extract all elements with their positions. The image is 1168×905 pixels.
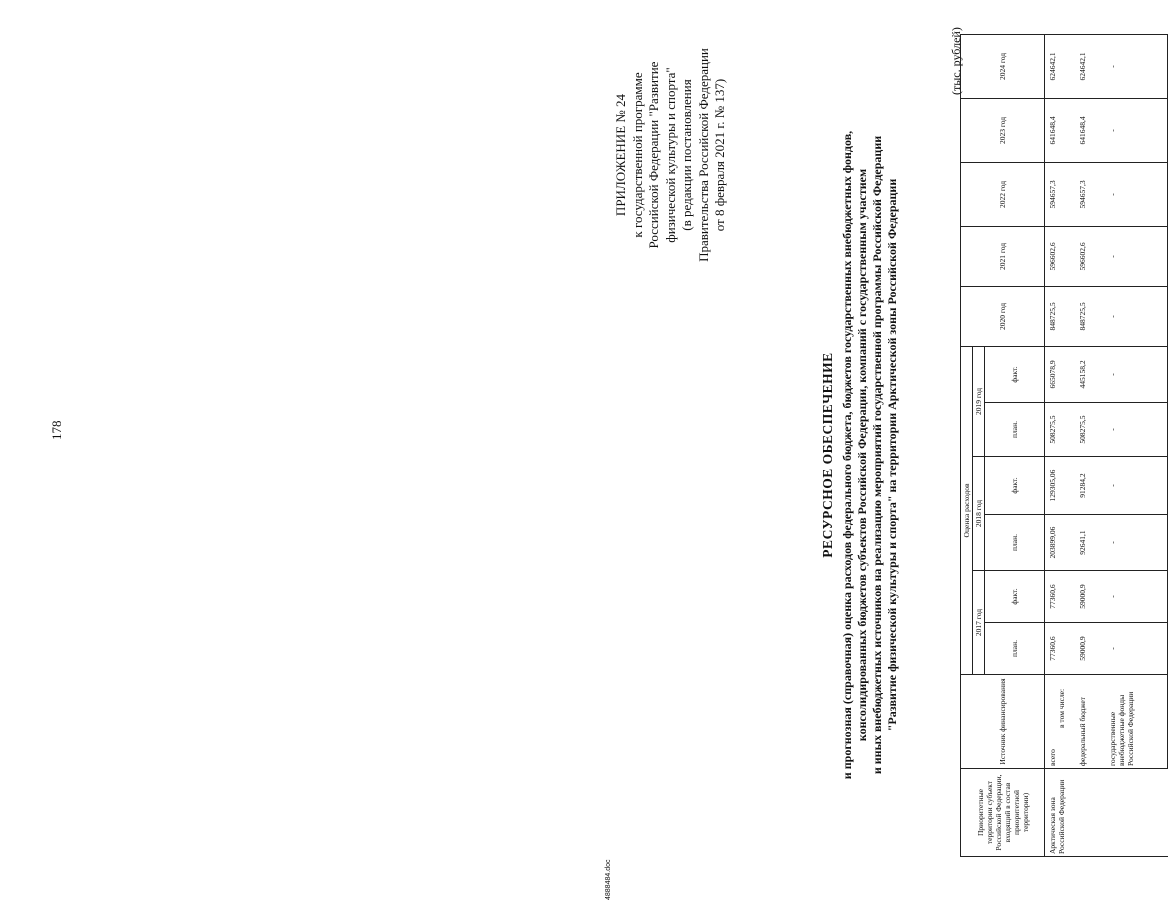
- value-cell: 624642,1: [1045, 34, 1076, 98]
- appendix-line: от 8 февраля 2021 г. № 137): [712, 78, 727, 232]
- appendix-line: (в редакции постановления: [679, 79, 694, 231]
- source-label: федеральный бюджет: [1078, 696, 1087, 766]
- value-cell: 596602,6: [1075, 226, 1105, 286]
- value-cell: -: [1105, 571, 1168, 623]
- header-plan: план.: [985, 403, 1045, 457]
- header-source: Источник финансирования: [961, 675, 1045, 769]
- source-label: государственные внебюджетные фонды Российской Федерации: [1108, 691, 1135, 766]
- header-2018: 2018 год: [973, 457, 985, 571]
- document-title: РЕСУРСНОЕ ОБЕСПЕЧЕНИЕ: [820, 352, 835, 558]
- page-number: 178: [49, 420, 64, 440]
- header-fact: факт.: [985, 457, 1045, 515]
- value-cell: 203899,06: [1045, 515, 1076, 571]
- value-cell: -: [1105, 34, 1168, 98]
- value-cell: 129305,06: [1045, 457, 1076, 515]
- value-cell: -: [1105, 346, 1168, 402]
- value-cell: 77360,6: [1045, 623, 1076, 675]
- source-cell: [1045, 675, 1076, 769]
- value-cell: -: [1105, 162, 1168, 226]
- appendix-line: физической культуры и спорта": [662, 67, 678, 243]
- header-2017: 2017 год: [973, 571, 985, 675]
- subtitle-line: консолидированных бюджетов субъектов Российской Федерации, компаний с государственным участием: [855, 168, 869, 742]
- value-cell: 92641,1: [1075, 515, 1105, 571]
- table-row: [1105, 34, 1168, 856]
- territory-cell: Арктическая зона Российской Федерации: [1045, 769, 1168, 857]
- header-2020: 2020 год: [961, 286, 1045, 346]
- value-cell: -: [1105, 286, 1168, 346]
- value-cell: 59000,9: [1075, 623, 1105, 675]
- value-cell: -: [1105, 457, 1168, 515]
- value-cell: 848725,5: [1045, 286, 1076, 346]
- source-sublabel: в том числе:: [1057, 688, 1066, 728]
- value-cell: -: [1105, 98, 1168, 162]
- header-plan: план.: [985, 515, 1045, 571]
- value-cell: 594657,3: [1045, 162, 1076, 226]
- value-cell: 508275,5: [1075, 403, 1105, 457]
- header-2024: 2024 год: [961, 34, 1045, 98]
- subtitle-line: и иных внебюджетных источников на реализацию мероприятий государственной программы Российской Федерации: [870, 135, 884, 775]
- value-cell: 77360,6: [1045, 571, 1076, 623]
- value-cell: 665078,9: [1045, 346, 1076, 402]
- value-cell: 624642,1: [1075, 34, 1105, 98]
- resource-table: [960, 34, 1168, 857]
- subtitle-line: и прогнозная (справочная) оценка расходов федерального бюджета, бюджетов государственных внебюджетных фондов,: [840, 130, 854, 780]
- appendix-line: к государственной программе: [629, 72, 645, 238]
- header-fact: факт.: [985, 571, 1045, 623]
- header-territory: Приоритетные территории субъект Российской Федерации, входящий в состав приоритетной территории): [961, 769, 1045, 857]
- value-cell: 445158,2: [1075, 346, 1105, 402]
- value-cell: 596602,6: [1045, 226, 1076, 286]
- title-block: [820, 15, 900, 895]
- value-cell: 848725,5: [1075, 286, 1105, 346]
- source-label: всего: [1048, 749, 1057, 766]
- value-cell: -: [1105, 226, 1168, 286]
- appendix-line: Российской Федерации "Развитие: [646, 61, 661, 249]
- value-cell: 641648,4: [1075, 98, 1105, 162]
- header-2023: 2023 год: [961, 98, 1045, 162]
- unit-label: (тыс. рублей): [949, 27, 963, 95]
- value-cell: -: [1105, 623, 1168, 675]
- appendix-line: Правительства Российской Федерации: [695, 48, 711, 262]
- header-plan: план.: [985, 623, 1045, 675]
- appendix-block: [613, 20, 729, 290]
- value-cell: -: [1105, 403, 1168, 457]
- source-cell: [1105, 675, 1168, 769]
- value-cell: 59000,9: [1075, 571, 1105, 623]
- value-cell: -: [1105, 515, 1168, 571]
- rotated-landscape-content: [605, 15, 1165, 895]
- header-2021: 2021 год: [961, 226, 1045, 286]
- document-id: 4888484.doc: [605, 859, 612, 900]
- table-row: [1075, 34, 1105, 856]
- value-cell: 641648,4: [1045, 98, 1076, 162]
- table-row: [1045, 34, 1076, 856]
- header-2019: 2019 год: [973, 346, 985, 456]
- value-cell: 91284,2: [1075, 457, 1105, 515]
- source-cell: [1075, 675, 1105, 769]
- header-estimate: Оценка расходов: [961, 346, 973, 674]
- value-cell: 508275,5: [1045, 403, 1076, 457]
- subtitle-line: "Развитие физической культуры и спорта" на территории Арктической зоны Российской Федерации: [885, 178, 899, 732]
- appendix-line: ПРИЛОЖЕНИЕ № 24: [613, 93, 628, 217]
- value-cell: 594657,3: [1075, 162, 1105, 226]
- header-fact: факт.: [985, 346, 1045, 402]
- header-2022: 2022 год: [961, 162, 1045, 226]
